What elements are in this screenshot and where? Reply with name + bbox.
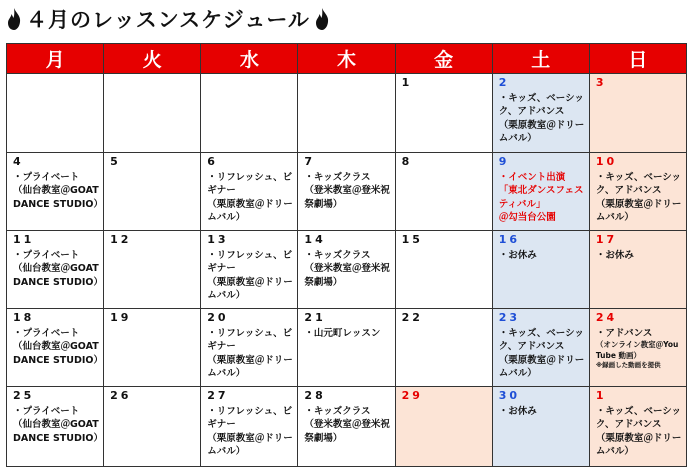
event-line: （栗原教室＠ドリームバル）: [498, 354, 585, 380]
day-number: 10: [595, 155, 618, 168]
event-line: ・キッズクラス: [304, 171, 371, 183]
day-number: 22: [401, 311, 423, 324]
day-number: 12: [110, 233, 132, 246]
event-line: （仙台教室＠GOAT DANCE STUDIO）: [13, 341, 103, 366]
day-cell: [395, 74, 492, 153]
day-cell: [201, 231, 298, 309]
day-number: 15: [401, 233, 423, 246]
day-cell: [201, 309, 298, 387]
event-line: （仙台教室＠GOAT DANCE STUDIO）: [13, 263, 103, 288]
day-number: 3: [595, 76, 607, 89]
event-line: ・リフレッシュ、ビギナー: [207, 327, 293, 353]
event-line: ※録画した動画を提供: [595, 361, 661, 370]
event-line: ・山元町レッスン: [304, 327, 381, 339]
day-cell: [589, 231, 686, 309]
day-number: 23: [498, 311, 521, 324]
day-cell: [298, 231, 395, 309]
event-line: ＠勾当台公園: [498, 212, 556, 224]
event-line: ・イベント出演: [498, 171, 566, 183]
day-cell: [201, 153, 298, 231]
day-number: [13, 75, 100, 91]
day-number: 29: [401, 389, 423, 402]
event-line: ・キッズ、ベーシック、アドバンス: [595, 405, 682, 431]
event-line: ・キッズ、ベーシック、アドバンス: [498, 92, 584, 118]
day-cell: [589, 387, 686, 467]
page-title: ４月のレッスンスケジュール: [26, 8, 310, 32]
weekday-header: 土: [492, 44, 589, 74]
event-line: （栗原教室＠ドリームバル）: [595, 198, 682, 224]
day-cell: [589, 153, 686, 231]
event-line: ・キッズクラス: [304, 405, 371, 417]
event-line: ・キッズ、ベーシック、アドバンス: [498, 327, 584, 353]
event-line: ・キッズ、ベーシック、アドバンス: [595, 171, 682, 197]
day-cell: [298, 74, 395, 153]
day-cell: [201, 387, 298, 467]
event-line: （栗原教室＠ドリームバル）: [207, 432, 293, 458]
week-row: [7, 309, 687, 387]
day-number: 25: [13, 389, 35, 402]
event-line: （栗原教室＠ドリームバル）: [207, 198, 293, 224]
day-cell: [589, 309, 686, 387]
day-number: [304, 75, 391, 91]
event-line: ・お休み: [595, 249, 634, 261]
day-cell: [7, 74, 104, 153]
day-number: 2: [498, 76, 510, 89]
day-number: 4: [13, 155, 24, 168]
event-line: ・リフレッシュ、ビギナー: [207, 405, 293, 431]
day-number: 24: [595, 311, 618, 324]
event-line: ・アドバンス: [595, 327, 653, 339]
event-line: （仙台教室＠GOAT DANCE STUDIO）: [13, 185, 103, 210]
day-cell: [104, 309, 201, 387]
event-line: （オンライン教室＠YouTube 動画）: [595, 340, 679, 360]
day-number: 9: [498, 155, 510, 168]
day-cell: [104, 74, 201, 153]
day-number: 30: [498, 389, 521, 402]
day-cell: [492, 387, 589, 467]
day-cell: [395, 387, 492, 467]
day-number: [110, 75, 197, 91]
event-line: （登米教室＠登米祝祭劇場）: [304, 419, 390, 444]
day-number: 5: [110, 155, 121, 168]
schedule-calendar: [6, 43, 687, 467]
event-line: （登米教室＠登米祝祭劇場）: [304, 185, 390, 210]
day-cell: [395, 153, 492, 231]
day-cell: [298, 153, 395, 231]
day-number: 18: [13, 311, 35, 324]
weekday-header: 月: [7, 44, 104, 74]
day-cell: [492, 309, 589, 387]
event-line: 「東北ダンスフェスティバル」: [498, 185, 584, 210]
weekday-header: 日: [589, 44, 686, 74]
event-line: ・プライベート: [13, 327, 80, 339]
event-line: ・リフレッシュ、ビギナー: [207, 171, 293, 197]
day-number: 6: [207, 155, 218, 168]
week-row: [7, 153, 687, 231]
event-line: ・プライベート: [13, 405, 80, 417]
day-cell: [492, 231, 589, 309]
day-number: 16: [498, 233, 521, 246]
weekday-header: 火: [104, 44, 201, 74]
day-number: 19: [110, 311, 132, 324]
day-number: 21: [304, 311, 326, 324]
page-title-area: [6, 4, 330, 34]
event-line: ・お休み: [498, 249, 537, 261]
event-line: （登米教室＠登米祝祭劇場）: [304, 263, 390, 288]
week-row: [7, 231, 687, 309]
day-cell: [298, 309, 395, 387]
flame-icon: [6, 7, 22, 31]
day-cell: [589, 74, 686, 153]
day-number: 13: [207, 233, 229, 246]
weekday-header: 水: [201, 44, 298, 74]
day-number: 7: [304, 155, 316, 168]
day-cell: [298, 387, 395, 467]
flame-icon: [314, 7, 330, 31]
day-number: 1: [401, 76, 413, 89]
day-cell: [492, 153, 589, 231]
event-line: ・プライベート: [13, 249, 80, 261]
event-line: （栗原教室＠ドリームバル）: [498, 119, 585, 145]
day-cell: [492, 74, 589, 153]
day-cell: [7, 387, 104, 467]
event-line: （栗原教室＠ドリームバル）: [595, 432, 682, 458]
day-number: [207, 75, 294, 91]
weekday-header-row: [7, 44, 687, 74]
day-cell: [7, 231, 104, 309]
day-number: 28: [304, 389, 326, 402]
event-line: ・キッズクラス: [304, 249, 371, 261]
day-cell: [395, 231, 492, 309]
event-line: （栗原教室＠ドリームバル）: [207, 276, 293, 302]
weekday-header: 木: [298, 44, 395, 74]
event-line: ・お休み: [498, 405, 537, 417]
day-cell: [104, 231, 201, 309]
day-number: 17: [595, 233, 618, 246]
day-number: 26: [110, 389, 132, 402]
day-cell: [7, 309, 104, 387]
day-cell: [395, 309, 492, 387]
day-cell: [104, 387, 201, 467]
day-cell: [7, 153, 104, 231]
day-number: 1: [595, 389, 607, 402]
weekday-header: 金: [395, 44, 492, 74]
day-number: 8: [401, 155, 413, 168]
day-number: 14: [304, 233, 326, 246]
event-line: （栗原教室＠ドリームバル）: [207, 354, 293, 380]
event-line: ・プライベート: [13, 171, 80, 183]
day-cell: [104, 153, 201, 231]
day-number: 11: [13, 233, 35, 246]
day-number: 20: [207, 311, 229, 324]
week-row: [7, 74, 687, 153]
day-cell: [201, 74, 298, 153]
event-line: ・リフレッシュ、ビギナー: [207, 249, 293, 275]
day-number: 27: [207, 389, 229, 402]
week-row: [7, 387, 687, 467]
event-line: （仙台教室＠GOAT DANCE STUDIO）: [13, 419, 103, 444]
